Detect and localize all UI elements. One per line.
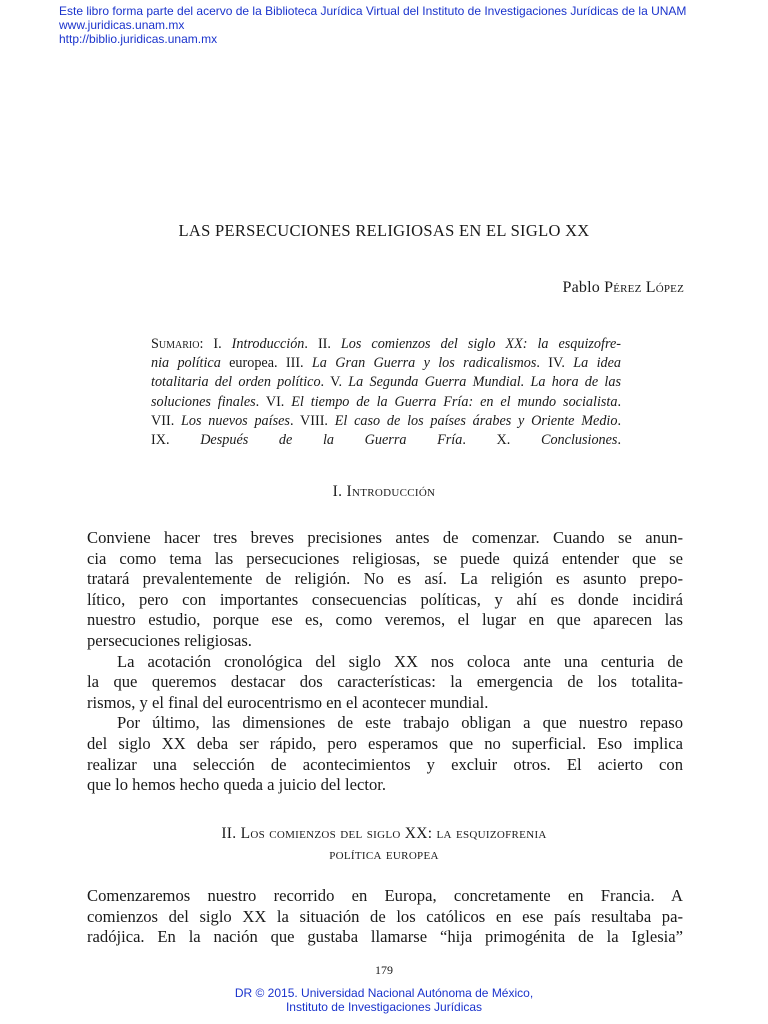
summary-segment: . II. bbox=[304, 336, 341, 352]
text-line: lítico, pero con importantes consecuencias políticas, y ahí es donde incidirá bbox=[87, 589, 683, 609]
summary-segment: Los comienzos del siglo XX: la esquizofre- bbox=[340, 336, 621, 352]
chapter-summary bbox=[151, 335, 621, 450]
text-line: del siglo XX deba ser rápido, pero esperamos que no superficial. Eso implica bbox=[87, 733, 683, 753]
text-line: radójica. En la nación que gustaba llamarse “hija primogénita de la Iglesia” bbox=[87, 927, 683, 947]
summary-segment: La Segunda Guerra Mundial. La hora de las bbox=[348, 374, 621, 391]
section-heading-introduccion bbox=[0, 483, 768, 501]
summary-line bbox=[151, 412, 621, 431]
author-last-name: Pérez López bbox=[604, 279, 684, 296]
text-line: La acotación cronológica del siglo XX nos coloca ante una centuria de bbox=[117, 651, 683, 671]
author-name bbox=[562, 279, 684, 297]
text-line: cia como tema las persecuciones religiosas, se puede quizá entender que se bbox=[87, 548, 683, 568]
summary-segment: . VI. bbox=[255, 393, 292, 410]
summary-segment: . bbox=[617, 393, 621, 410]
text-line: que lo hemos hecho queda a juicio del lector. bbox=[87, 775, 387, 795]
chapter-title: LAS PERSECUCIONES RELIGIOSAS EN EL SIGLO XX bbox=[178, 221, 590, 240]
summary-line bbox=[151, 393, 621, 412]
section-heading-line: política europea bbox=[329, 846, 439, 863]
summary-segment: Los nuevos países bbox=[181, 412, 290, 429]
library-notice-line: Este libro forma parte del acervo de la Biblioteca Jurídica Virtual del Instituto de Investigaciones Jurídicas de la UNAM bbox=[59, 4, 687, 18]
summary-segment: VII. bbox=[151, 412, 182, 429]
introduction-body bbox=[87, 528, 683, 796]
summary-segment: IX. bbox=[151, 432, 201, 449]
summary-segment: La Gran Guerra y los radicalismos bbox=[311, 355, 537, 372]
summary-segment: El caso de los países árabes y Oriente Medio bbox=[334, 412, 618, 429]
juridicas-link[interactable]: www.juridicas.unam.mx bbox=[59, 18, 185, 32]
summary-segment: nia política bbox=[151, 355, 221, 372]
summary-segment: Conclusiones bbox=[541, 432, 618, 449]
summary-segment: : I. bbox=[199, 336, 232, 352]
summary-line bbox=[151, 431, 621, 450]
comienzos-body bbox=[87, 886, 683, 948]
text-line: comienzos del siglo XX la situación de los católicos en ese país resultaba pa- bbox=[87, 906, 683, 926]
paragraph bbox=[87, 528, 683, 652]
paragraph bbox=[87, 886, 683, 948]
text-line: Comenzaremos nuestro recorrido en Europa, concretamente en Francia. A bbox=[87, 886, 683, 905]
summary-segment: . bbox=[617, 412, 622, 429]
text-line: Conviene hacer tres breves precisiones antes de comenzar. Cuando se anun- bbox=[87, 528, 683, 547]
summary-segment: europea. III. bbox=[220, 355, 312, 372]
summary-segment: Sumario bbox=[151, 336, 200, 352]
biblio-link[interactable]: http://biblio.juridicas.unam.mx bbox=[59, 32, 218, 46]
section-title: Introducción bbox=[346, 483, 436, 500]
copyright-footer bbox=[0, 986, 768, 1014]
copyright-line[interactable]: Instituto de Investigaciones Jurídicas bbox=[285, 1000, 483, 1014]
summary-line bbox=[151, 354, 621, 373]
summary-segment: El tiempo de la Guerra Fría: en el mundo socialista bbox=[291, 393, 618, 410]
summary-segment: . IV. bbox=[536, 355, 574, 372]
text-line: persecuciones religiosas. bbox=[87, 630, 252, 650]
page-number: 179 bbox=[375, 963, 393, 977]
summary-segment: Después de la Guerra Fría bbox=[200, 432, 463, 449]
paragraph bbox=[87, 652, 683, 714]
summary-segment: La idea bbox=[573, 355, 621, 372]
section-heading-line: II. Los comienzos del siglo XX: la esquizofrenia bbox=[221, 825, 547, 842]
summary-segment: . bbox=[617, 432, 621, 449]
section-heading-comienzos bbox=[0, 823, 768, 865]
text-line: rismos, y el final del eurocentrismo en el acontecer mundial. bbox=[87, 692, 489, 712]
summary-line bbox=[151, 335, 621, 354]
summary-segment: totalitaria del orden político bbox=[151, 374, 321, 391]
summary-segment: . VIII. bbox=[289, 412, 335, 429]
summary-segment: . X. bbox=[462, 432, 541, 449]
paragraph bbox=[87, 713, 683, 795]
text-line: la que queremos destacar dos características: la emergencia de los totalita- bbox=[87, 672, 683, 692]
copyright-line[interactable]: DR © 2015. Universidad Nacional Autónoma de México, bbox=[234, 986, 534, 1000]
text-line: Por último, las dimensiones de este trabajo obligan a que nuestro repaso bbox=[117, 713, 683, 733]
summary-segment: Introducción bbox=[231, 336, 305, 352]
summary-line bbox=[151, 373, 621, 392]
author-first-name: Pablo bbox=[562, 279, 605, 296]
text-line: tratará prevalentemente de religión. No es así. La religión es asunto prepo- bbox=[87, 569, 683, 589]
summary-segment: soluciones finales bbox=[151, 393, 256, 410]
text-line: realizar una selección de acontecimientos y excluir otros. El acierto con bbox=[87, 754, 683, 774]
text-line: nuestro estudio, porque ese es, como veremos, el lugar en que aparecen las bbox=[87, 610, 683, 630]
section-number: I. bbox=[332, 483, 347, 500]
summary-segment: . V. bbox=[320, 374, 349, 391]
library-notice bbox=[59, 4, 686, 46]
